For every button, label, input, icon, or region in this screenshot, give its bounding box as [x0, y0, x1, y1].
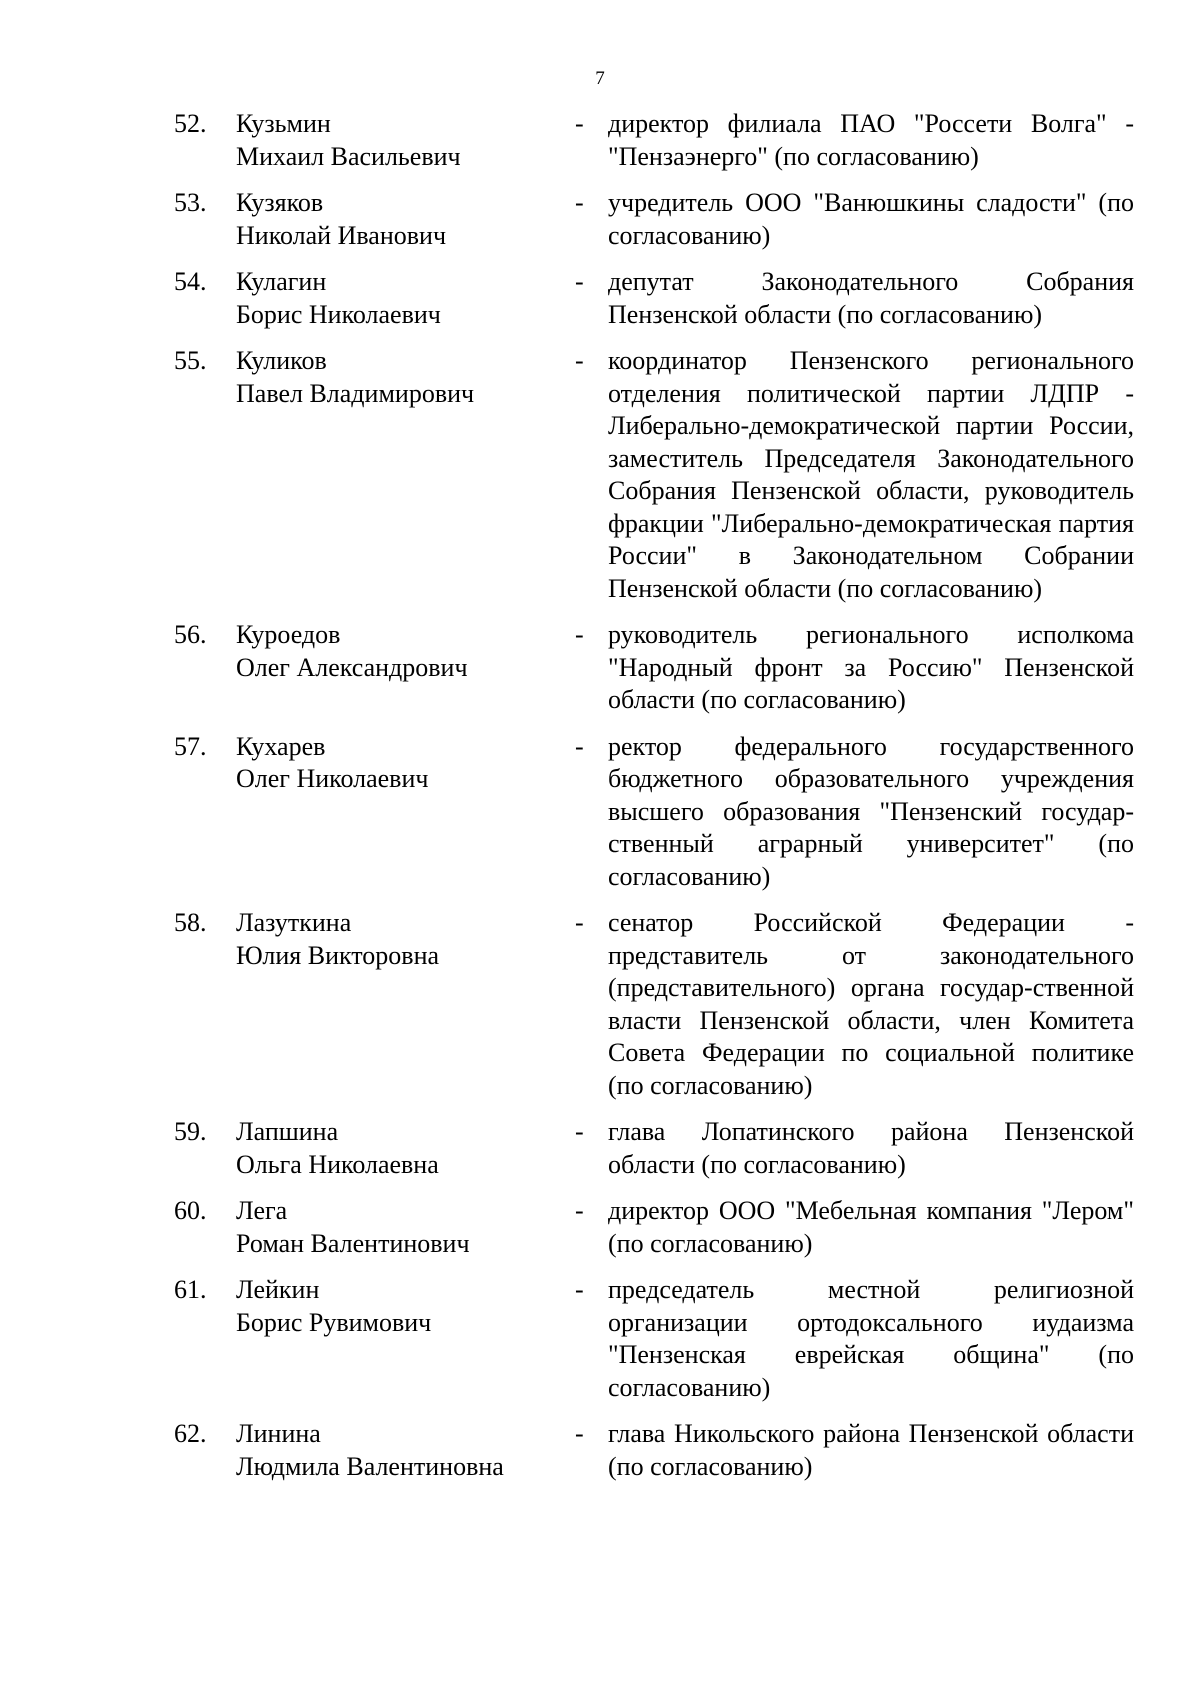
entry-number: 55. [174, 346, 207, 375]
member-surname: Кулагин [236, 267, 327, 296]
page-number: 7 [595, 68, 605, 89]
member-position: ректор федерального государственного бюджетного образовательного учреждения высшего образования "Пензенский государ-ственный аграрный университет" (по согласованию) [608, 731, 1134, 891]
member-position: директор ООО "Мебельная компания "Лером" (по согласованию) [608, 1196, 1134, 1258]
dash-separator: - [575, 1275, 584, 1304]
list-item [0, 187, 1200, 252]
member-name [236, 345, 556, 410]
member-surname: Лейкин [236, 1275, 320, 1304]
member-surname: Кузьмин [236, 109, 331, 138]
member-given-names: Михаил Васильевич [236, 141, 461, 171]
entry-number: 60. [174, 1196, 207, 1225]
entry-number: 52. [174, 109, 207, 138]
list-item [0, 907, 1200, 1102]
list-item [0, 266, 1200, 331]
dash-separator: - [575, 1117, 584, 1146]
list-item [0, 731, 1200, 894]
dash-separator: - [575, 109, 584, 138]
entry-number: 59. [174, 1117, 207, 1146]
member-position: депутат Законодательного Собрания Пензенской области (по согласованию) [608, 267, 1134, 329]
member-given-names: Олег Александрович [236, 652, 468, 682]
list-item [0, 345, 1200, 605]
dash-separator: - [575, 267, 584, 296]
member-position: председатель местной религиозной организации ортодоксального иудаизма "Пензенская еврейская община" (по согласованию) [608, 1275, 1134, 1402]
member-name [236, 1116, 556, 1181]
entry-number: 61. [174, 1275, 207, 1304]
member-surname: Кузяков [236, 188, 324, 217]
entry-number: 54. [174, 267, 207, 296]
member-given-names: Николай Иванович [236, 220, 447, 250]
list-item [0, 1418, 1200, 1483]
member-surname: Куроедов [236, 620, 341, 649]
entry-number: 62. [174, 1419, 207, 1448]
member-name [236, 266, 556, 331]
member-given-names: Юлия Викторовна [236, 940, 440, 970]
member-name [236, 187, 556, 252]
member-surname: Куликов [236, 346, 327, 375]
member-name [236, 1195, 556, 1260]
member-surname: Кухарев [236, 731, 326, 761]
entry-number: 58. [174, 908, 207, 937]
member-surname: Лазуткина [236, 908, 352, 937]
member-name [236, 619, 556, 684]
dash-separator: - [575, 1419, 584, 1448]
dash-separator: - [575, 908, 584, 937]
member-surname: Лега [236, 1196, 288, 1225]
dash-separator: - [575, 188, 584, 217]
member-name [236, 1418, 556, 1483]
member-position: сенатор Российской Федерации - представитель от законодательного (представительного) органа государ-ственной власти Пензенской области, член Комитета Совета Федерации по социальной политике (по согласованию) [608, 908, 1134, 1100]
member-position: учредитель ООО "Ванюшкины сладости" (по согласованию) [608, 188, 1134, 250]
member-name [236, 108, 556, 173]
member-given-names: Роман Валентинович [236, 1228, 470, 1258]
member-position: директор филиала ПАО "Россети Волга" - "Пензаэнерго" (по согласованию) [608, 109, 1134, 171]
member-given-names: Павел Владимирович [236, 378, 475, 408]
list-item [0, 1195, 1200, 1260]
member-position: координатор Пензенского регионального отделения политической партии ЛДПР - Либерально-демократической партии России, заместитель Председателя Законодательного Собрания Пензенской области, руководитель фракции "Либерально-демократическая партия России" в Законодательном Собрании Пензенской области (по согласованию) [608, 346, 1134, 603]
member-name [236, 731, 556, 796]
member-given-names: Людмила Валентиновна [236, 1451, 504, 1481]
member-position: руководитель регионального исполкома "Народный фронт за Россию" Пензенской области (по согласованию) [608, 620, 1134, 714]
entry-number: 53. [174, 188, 207, 217]
dash-separator: - [575, 620, 584, 649]
member-surname: Лапшина [236, 1117, 339, 1146]
dash-separator: - [575, 346, 584, 375]
list-item [0, 619, 1200, 717]
list-item [0, 108, 1200, 173]
member-surname: Линина [236, 1419, 321, 1448]
member-name [236, 907, 556, 972]
member-given-names: Ольга Николаевна [236, 1149, 439, 1179]
member-position: глава Никольского района Пензенской области (по согласованию) [608, 1419, 1134, 1481]
member-given-names: Борис Рувимович [236, 1307, 432, 1337]
entry-number: 57. [174, 731, 207, 761]
list-item [0, 1116, 1200, 1181]
member-name [236, 1274, 556, 1339]
entry-number: 56. [174, 620, 207, 649]
member-given-names: Борис Николаевич [236, 299, 441, 329]
member-list [0, 108, 1200, 1497]
dash-separator: - [575, 731, 584, 761]
member-position: глава Лопатинского района Пензенской области (по согласованию) [608, 1117, 1134, 1179]
list-item [0, 1274, 1200, 1404]
dash-separator: - [575, 1196, 584, 1225]
member-given-names: Олег Николаевич [236, 764, 429, 793]
